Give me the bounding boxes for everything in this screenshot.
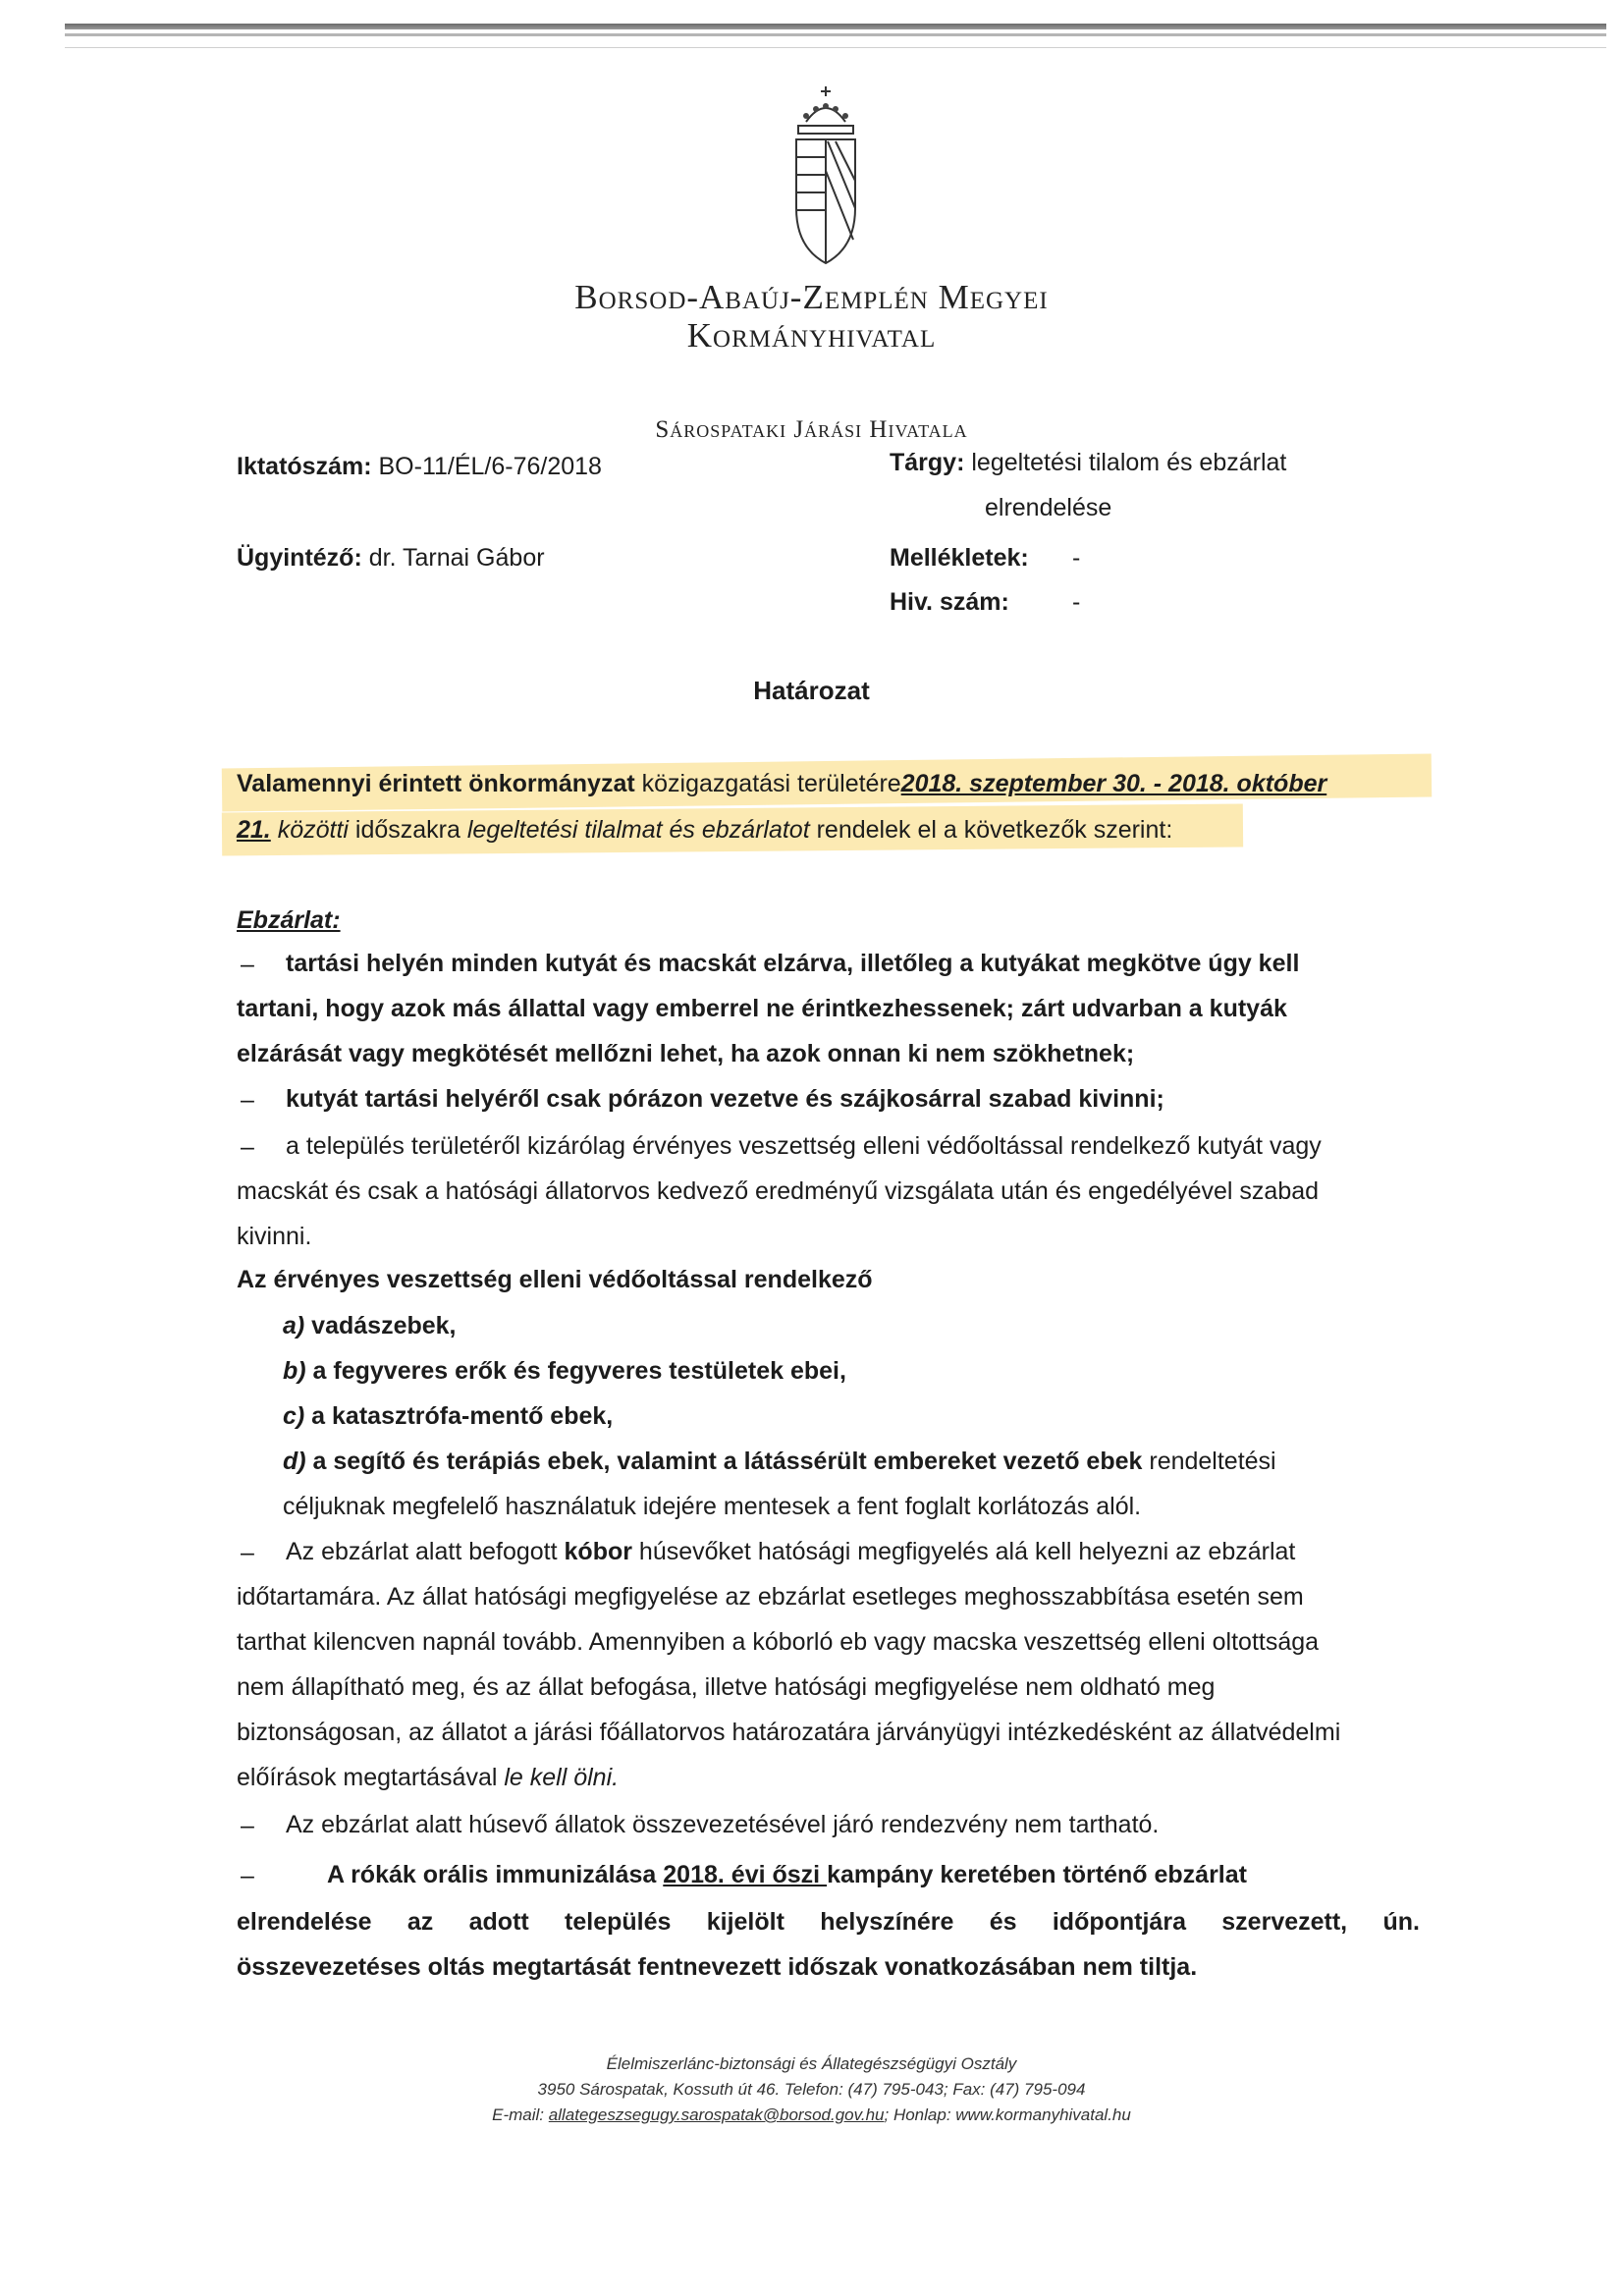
p6-line3: összevezetéses oltás megtartását fentnevezett időszak vonatkozásában nem tiltja. — [237, 1953, 1198, 1981]
subject-value-1: legeltetési tilalom és ebzárlat — [971, 449, 1287, 476]
org-name-line2: Kormányhivatal — [686, 316, 937, 355]
footer-dept: Élelmiszerlánc-biztonsági és Állategészségügyi Osztály — [606, 2054, 1017, 2073]
dash: – — [241, 1812, 254, 1839]
office-name: Sárospataki Járási Hivatala — [655, 416, 968, 443]
word: elrendelése — [237, 1908, 372, 1936]
subject — [890, 449, 1286, 477]
org-name-line1: Borsod-Abaúj-Zemplén Megyei — [574, 278, 1049, 316]
dash: – — [241, 1133, 254, 1161]
dash: – — [241, 1862, 254, 1889]
word: az — [406, 1908, 434, 1936]
word: ún. — [1382, 1908, 1420, 1936]
word: időpontjára — [1052, 1908, 1186, 1936]
subject-label: Tárgy: — [890, 449, 965, 476]
reg-label: Iktatószám: — [237, 453, 372, 480]
exempt-d-line2: céljuknak megfelelő használatuk idejére mentesek a fent foglalt korlátozás alól. — [283, 1493, 1142, 1520]
attachments-value: - — [1072, 544, 1081, 572]
p4-line4: nem állapítható meg, és az állat befogása, illetve hatósági megfigyelése nem oldható meg — [237, 1673, 1216, 1701]
exempt-b: b) a fegyveres erők és fegyveres testületek ebei, — [283, 1357, 846, 1385]
exempt-c: c) a katasztrófa-mentő ebek, — [283, 1402, 614, 1430]
exempt-a: a) vadászebek, — [283, 1312, 457, 1339]
p3-line1: a település területéről kizárólag érvényes veszettség elleni védőoltással rendelkező kutyát vagy — [286, 1132, 1322, 1160]
p5-line1: Az ebzárlat alatt húsevő állatok összevezetésével járó rendezvény nem tartható. — [286, 1811, 1160, 1838]
ref-label: Hiv. szám: — [890, 588, 1009, 616]
ebzarlat-heading: Ebzárlat: — [237, 906, 341, 934]
p4-line6: előírások megtartásával le kell ölni. — [237, 1764, 620, 1791]
footer-contact: E-mail: allategeszsegugy.sarospatak@borsod.gov.hu; Honlap: www.kormanyhivatal.hu — [492, 2105, 1131, 2124]
word: település — [565, 1908, 672, 1936]
coat-of-arms-icon — [777, 82, 875, 269]
word: helyszínére — [820, 1908, 954, 1936]
intro-line2: 21. közötti időszakra legeltetési tilalmat és ebzárlatot rendelek el a következők szerint: — [237, 816, 1173, 844]
reg-value: BO-11/ÉL/6-76/2018 — [378, 453, 602, 480]
p6-line2 — [237, 1907, 1420, 1937]
dash: – — [241, 1539, 254, 1566]
p6-line2-justified — [237, 1907, 1420, 1937]
p3-line2: macskát és csak a hatósági állatorvos kedvező eredményű vizsgálata után és engedélyével szabad — [237, 1177, 1320, 1205]
officer-label: Ügyintéző: — [237, 544, 362, 572]
footer-email-link[interactable]: allategeszsegugy.sarospatak@borsod.gov.hu — [548, 2105, 885, 2124]
exempt-d: d) a segítő és terápiás ebek, valamint a látássérült embereket vezető ebek rendeltetési — [283, 1448, 1276, 1475]
p4-line5: biztonságosan, az állatot a járási főállatorvos határozatára járványügyi intézkedésként az állatvédelmi — [237, 1719, 1341, 1746]
p4-line3: tarthat kilencven napnál tovább. Amennyiben a kóborló eb vagy macska veszettség elleni oltottsága — [237, 1628, 1320, 1656]
word: adott — [468, 1908, 529, 1936]
p4-line2: időtartamára. Az állat hatósági megfigyelése az ebzárlat esetleges meghosszabbítása esetén sem — [237, 1583, 1304, 1611]
p1-line2: tartani, hogy azok más állattal vagy emberrel ne érintkezhessenek; zárt udvarban a kutyák — [237, 995, 1287, 1022]
p2-line1: kutyát tartási helyéről csak pórázon vezetve és szájkosárral szabad kivinni; — [286, 1085, 1164, 1113]
exempt-heading: Az érvényes veszettség elleni védőoltással rendelkező — [237, 1266, 873, 1293]
officer-value: dr. Tarnai Gábor — [368, 544, 545, 572]
scan-border-top-3 — [65, 47, 1606, 48]
p6-line1: A rókák orális immunizálása 2018. évi őszi kampány keretében történő ebzárlat — [327, 1861, 1247, 1888]
dash: – — [241, 951, 254, 978]
dash: – — [241, 1086, 254, 1114]
word: kijelölt — [706, 1908, 784, 1936]
word: és — [989, 1908, 1017, 1936]
word: szervezett, — [1221, 1908, 1348, 1936]
ref-value: - — [1072, 588, 1081, 616]
intro-line1: Valamennyi érintett önkormányzat közigazgatási területére2018. szeptember 30. - 2018. október — [237, 770, 1327, 797]
footer-web-link[interactable]: www.kormanyhivatal.hu — [955, 2105, 1131, 2124]
footer-address: 3950 Sárospatak, Kossuth út 46. Telefon: (47) 795-043; Fax: (47) 795-094 — [537, 2080, 1086, 2099]
reg-number — [237, 453, 602, 481]
document-title: Határozat — [753, 676, 870, 705]
p1-line3: elzárását vagy megkötését mellőzni lehet, ha azok onnan ki nem szökhetnek; — [237, 1040, 1135, 1067]
attachments-label: Mellékletek: — [890, 544, 1029, 572]
p4-line1: Az ebzárlat alatt befogott kóbor húsevőket hatósági megfigyelés alá kell helyezni az ebzárlat — [286, 1538, 1296, 1565]
officer — [237, 544, 545, 573]
subject-value-2: elrendelése — [985, 494, 1112, 521]
scan-border-top — [65, 24, 1606, 29]
scan-border-top-2 — [65, 33, 1606, 36]
p3-line3: kivinni. — [237, 1223, 312, 1250]
p1-line1: tartási helyén minden kutyát és macskát elzárva, illetőleg a kutyákat megkötve úgy kell — [286, 950, 1300, 977]
